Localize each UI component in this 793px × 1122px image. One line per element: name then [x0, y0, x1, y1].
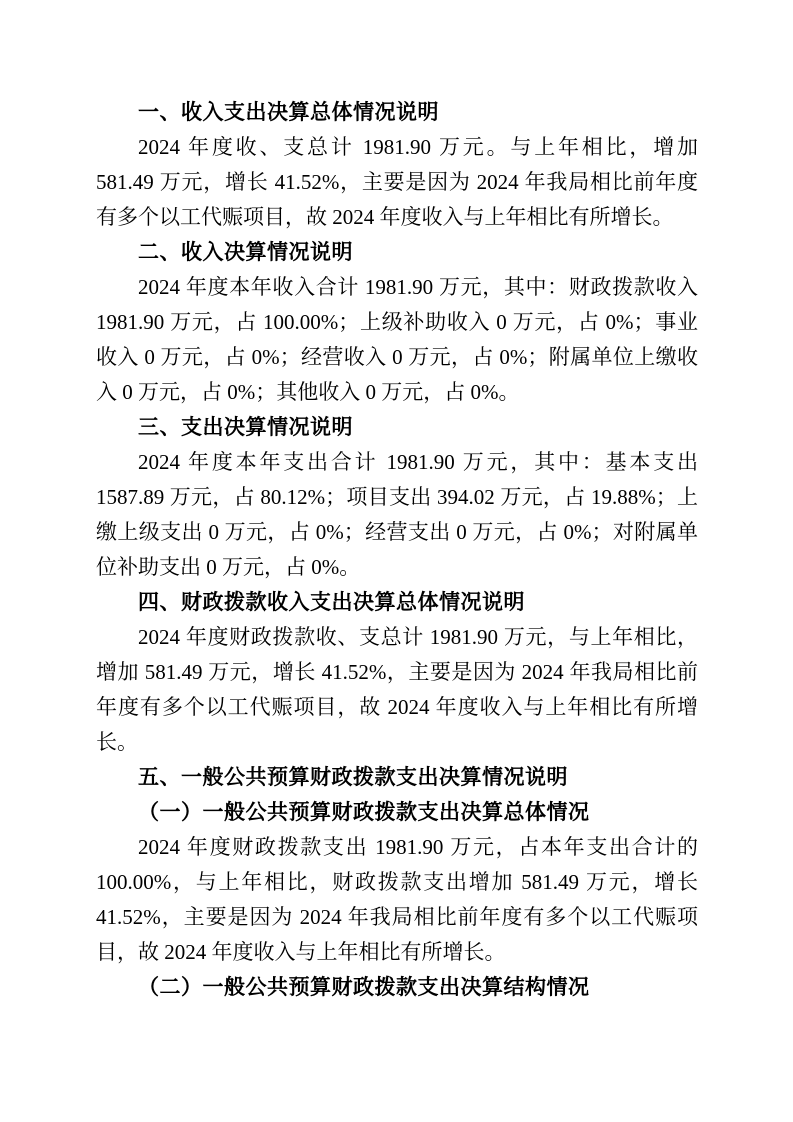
section-heading: 四、财政拨款收入支出决算总体情况说明: [138, 591, 525, 614]
section-heading: 一、收入支出决算总体情况说明: [138, 101, 439, 124]
subsection-heading: （一）一般公共预算财政拨款支出决算总体情况: [138, 801, 590, 824]
section-heading: 三、支出决算情况说明: [138, 416, 353, 439]
paragraph: 2024 年度收、支总计 1981.90 万元。与上年相比，增加 581.49 万元，增长 41.52%，主要是因为 2024 年我局相比前年度有多个以工代赈项目，故 2024 年度收入与上年相比有所增长。: [96, 135, 698, 229]
document-content: [96, 95, 698, 1005]
subsection-heading: （二）一般公共预算财政拨款支出决算结构情况: [138, 976, 590, 999]
paragraph: 2024 年度本年支出合计 1981.90 万元，其中：基本支出 1587.89 万元，占 80.12%；项目支出 394.02 万元，占 19.88%；上缴上级支出 0 万元，占 0%；经营支出 0 万元，占 0%；对附属单位补助支出 0 万元，占 0%。: [96, 450, 698, 579]
paragraph: 2024 年度财政拨款收、支总计 1981.90 万元，与上年相比，增加 581.49 万元，增长 41.52%，主要是因为 2024 年我局相比前年度有多个以工代赈项目，故 2024 年度收入与上年相比有所增长。: [96, 625, 698, 754]
paragraph: 2024 年度本年收入合计 1981.90 万元，其中：财政拨款收入 1981.90 万元，占 100.00%；上级补助收入 0 万元，占 0%；事业收入 0 万元，占 0%；经营收入 0 万元，占 0%；附属单位上缴收入 0 万元，占 0%；其他收入 0 万元，占 0%。: [96, 275, 698, 404]
section-heading: 五、一般公共预算财政拨款支出决算情况说明: [138, 766, 568, 789]
paragraph: 2024 年度财政拨款支出 1981.90 万元，占本年支出合计的 100.00%，与上年相比，财政拨款支出增加 581.49 万元，增长 41.52%，主要是因为 2024 年我局相比前年度有多个以工代赈项目，故 2024 年度收入与上年相比有所增长。: [96, 835, 698, 964]
section-heading: 二、收入决算情况说明: [138, 241, 353, 264]
